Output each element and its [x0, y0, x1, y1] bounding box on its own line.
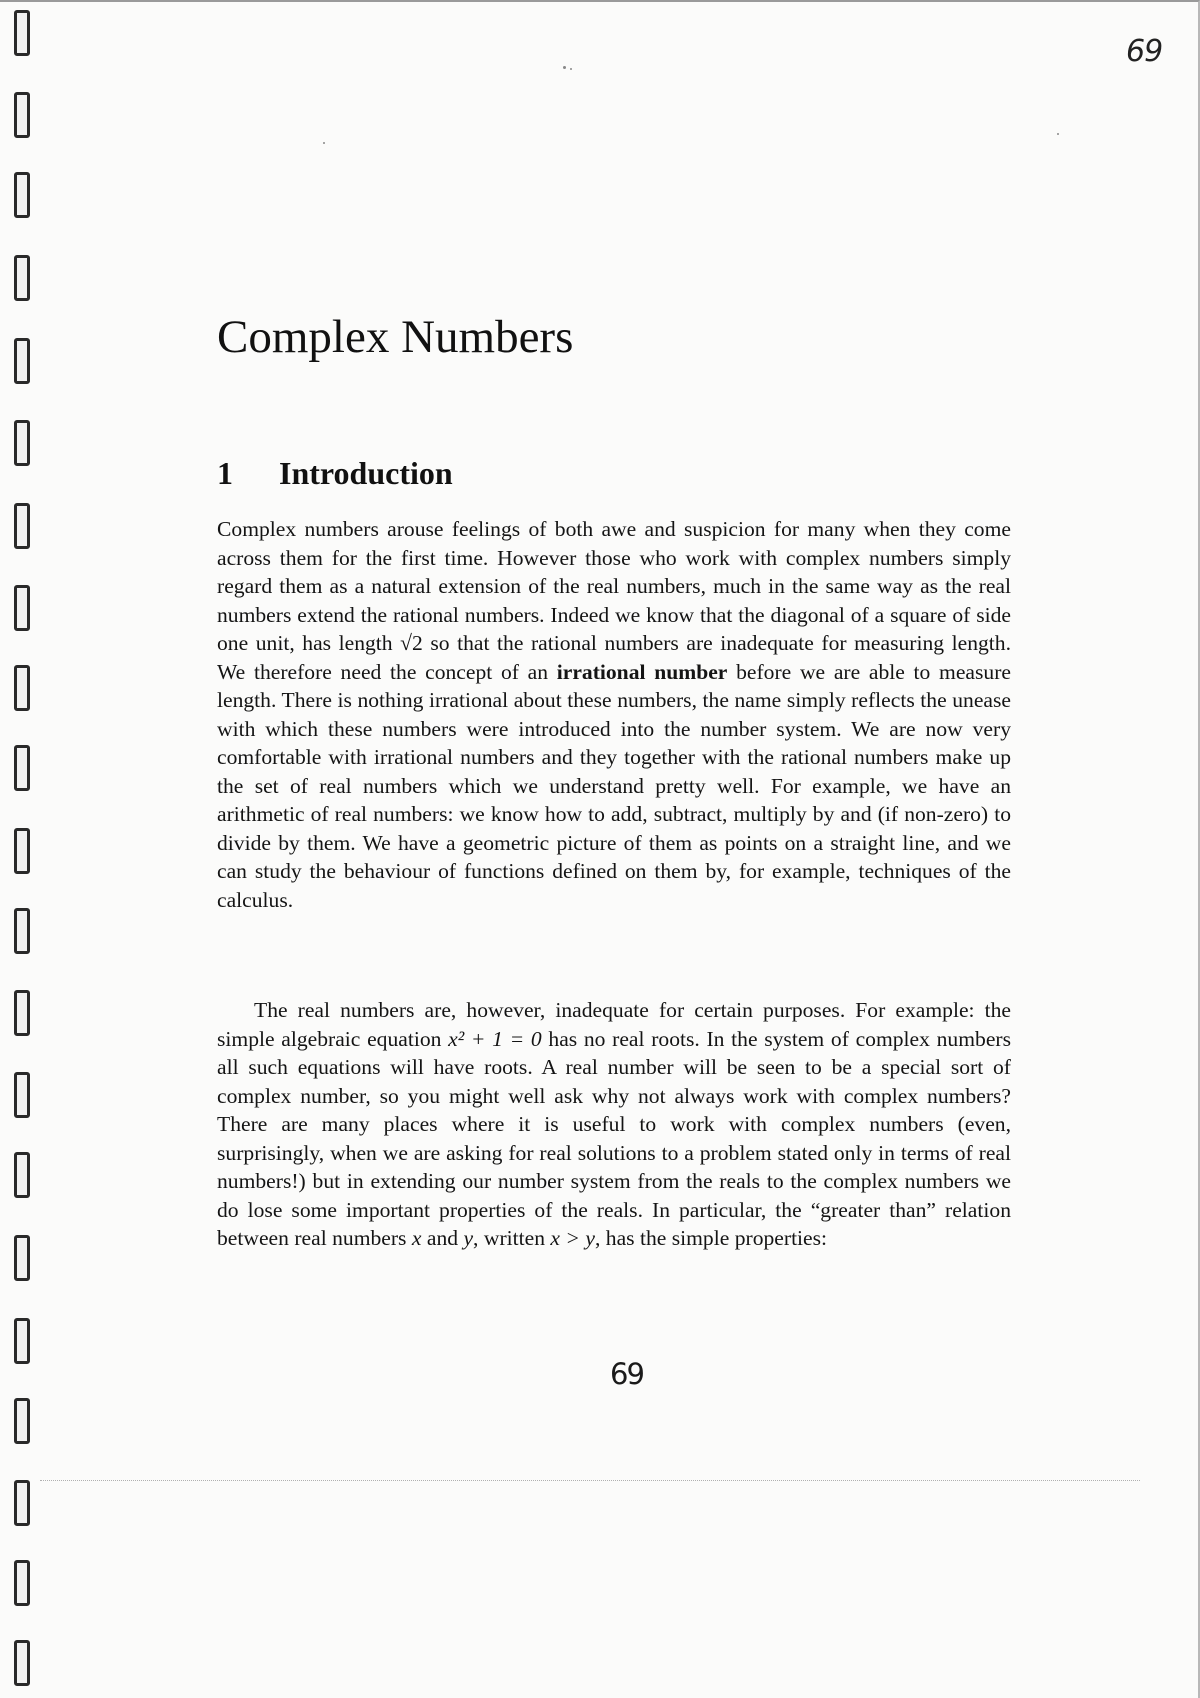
- binding-hole: [14, 1235, 30, 1281]
- binding-hole: [14, 665, 30, 711]
- paragraph-text: so that the rational numbers are inadequate for measuring length. We therefore need the concept of an: [217, 631, 1011, 684]
- scan-speck: [563, 66, 566, 69]
- binding-hole: [14, 1398, 30, 1444]
- binding-hole: [14, 503, 30, 549]
- binding-hole: [14, 1318, 30, 1364]
- math-relation: x > y: [550, 1226, 595, 1250]
- binding-hole: [14, 908, 30, 954]
- math-equation: x² + 1 = 0: [448, 1026, 542, 1051]
- binding-hole: [14, 990, 30, 1036]
- section-heading: [217, 455, 453, 492]
- math-sqrt2: √2: [400, 631, 423, 655]
- spiral-binding: [8, 0, 48, 1698]
- paragraph-text: Complex numbers arouse feelings of both awe and suspicion for many when they come across them for the first time. However those who work with complex numbers simply regard them as a natural extension of the real numbers, much in the same way as the real numbers extend the rational numbers. Indeed we know that the diagonal of a square of side one unit, has length: [217, 517, 1011, 655]
- section-number: 1: [217, 455, 233, 491]
- binding-hole: [14, 745, 30, 791]
- paragraph-text: The real numbers are, however, inadequate for certain purposes. For example: the simple algebraic equation: [217, 998, 1011, 1051]
- paragraph-text: has no real roots. In the system of complex numbers all such equations will have roots. A real number will be seen to be a special sort of complex number, so you might well ask why not always work with complex numbers? There are many places where it is useful to work with complex numbers (even, surprisingly, when we are asking for real solutions to a problem stated only in terms of real numbers!) but in extending our number system from the reals to the complex numbers we do lose some important properties of the reals. In particular, the “greater than” relation between real numbers: [217, 1026, 1011, 1250]
- paragraph-text: before we are able to measure length. There is nothing irrational about these numbers, the name simply reflects the unease with which these numbers were introduced into the number system. We are now very comfortable with irrational numbers and they together with the rational numbers make up the set of real numbers which we understand pretty well. For example, we have an arithmetic of real numbers: we know how to add, subtract, multiply by and (if non-zero) to divide by them. We have a geometric picture of them as points on a straight line, and we can study the behaviour of functions defined on them by, for example, techniques of the calculus.: [217, 659, 1011, 912]
- binding-hole: [14, 172, 30, 218]
- paragraph-text: , written: [473, 1226, 551, 1250]
- binding-hole: [14, 1152, 30, 1198]
- scan-speck: [1057, 133, 1059, 135]
- binding-hole: [14, 10, 30, 56]
- paragraph-text: , has the simple properties:: [594, 1226, 828, 1250]
- paragraph-text: and: [421, 1226, 464, 1250]
- handwritten-page-number-bottom: 69: [610, 1357, 643, 1391]
- binding-hole: [14, 1072, 30, 1118]
- bold-term: irrational number: [556, 659, 728, 684]
- section-title: Introduction: [279, 455, 453, 491]
- chapter-title: Complex Numbers: [217, 311, 574, 363]
- math-variable-y: y: [463, 1226, 474, 1250]
- binding-hole: [14, 255, 30, 301]
- scan-speck: [323, 142, 325, 144]
- binding-hole: [14, 1480, 30, 1526]
- binding-hole: [14, 92, 30, 138]
- binding-hole: [14, 828, 30, 874]
- binding-hole: [14, 1560, 30, 1606]
- scan-speck: [570, 68, 572, 70]
- paragraph-real-numbers: [217, 996, 1011, 1253]
- handwritten-page-number: 69: [1126, 34, 1163, 69]
- math-variable-x: x: [411, 1226, 422, 1250]
- binding-hole: [14, 420, 30, 466]
- binding-hole: [14, 338, 30, 384]
- paragraph-introduction: [217, 515, 1011, 914]
- scan-artifact-line: [40, 1480, 1140, 1481]
- binding-hole: [14, 1640, 30, 1686]
- binding-hole: [14, 585, 30, 631]
